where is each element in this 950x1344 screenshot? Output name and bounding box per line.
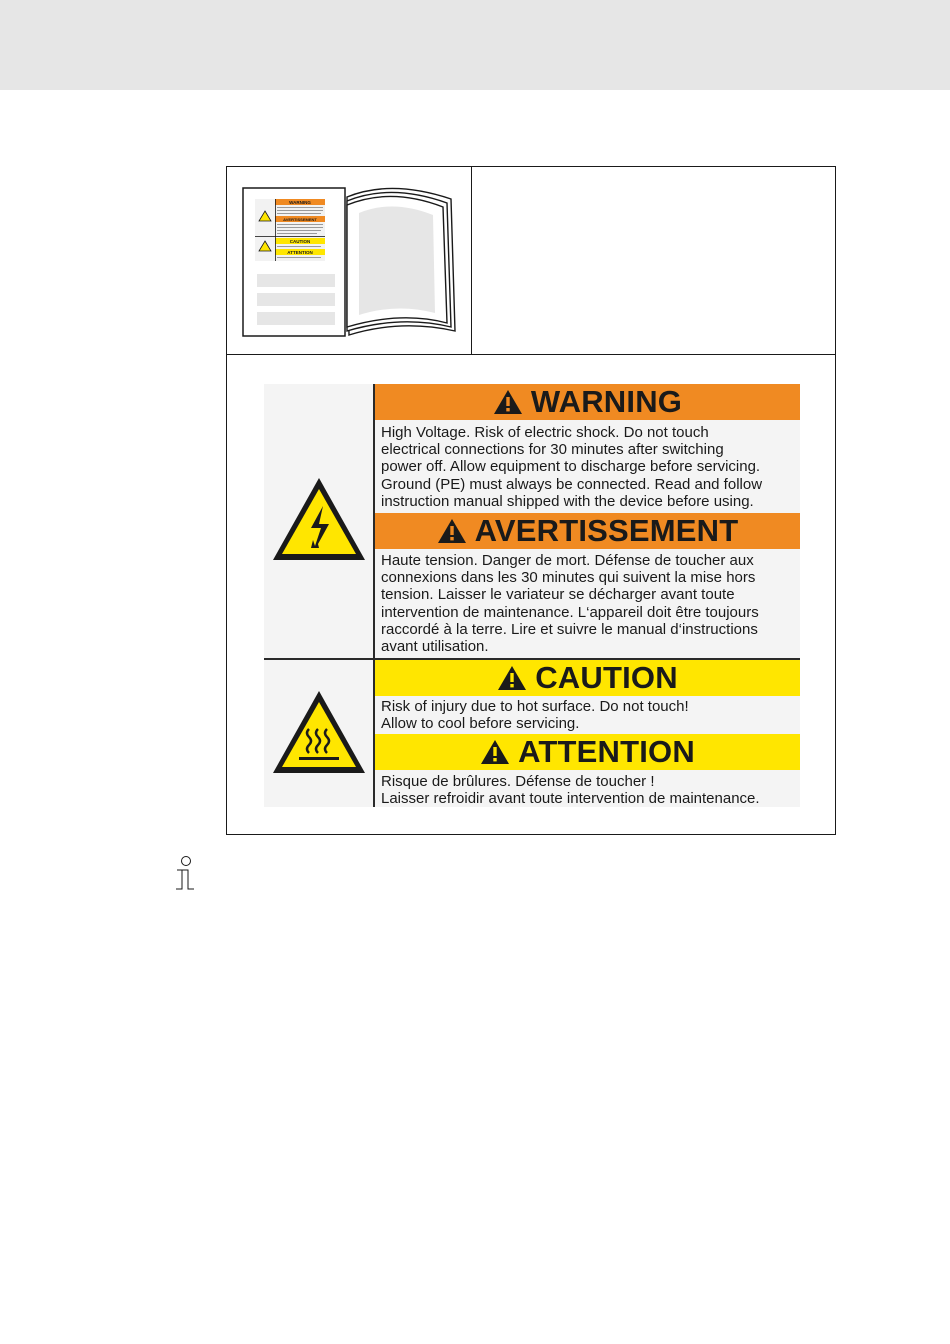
attention-text: Risque de brûlures. Défense de toucher ! Laisser refroidir avant toute intervention de maintenance.: [381, 773, 760, 808]
warning-header: [375, 384, 800, 420]
empty-text-cell: [472, 167, 835, 354]
avertissement-header: [375, 513, 800, 549]
book-manual-icon: [241, 185, 457, 337]
caution-triangle-icon: [497, 665, 527, 691]
warning-title: WARNING: [530, 384, 683, 419]
caution-text: Risk of injury due to hot surface. Do not touch! Allow to cool before servicing.: [381, 698, 689, 733]
high-voltage-icon: [271, 476, 367, 562]
hot-surface-icon: [271, 689, 367, 775]
table-row-top: [227, 167, 835, 355]
manual-illustration-cell: [227, 167, 472, 354]
warning-label-table: [226, 166, 836, 835]
mini-label-warning: WARNING: [289, 200, 311, 205]
info-icon: [175, 855, 197, 893]
page-header-band: [0, 0, 950, 90]
mini-label-caution: CAUTION: [289, 239, 311, 244]
attention-triangle-icon: [480, 739, 510, 765]
attention-header: [375, 734, 800, 770]
mini-label-avertissement: AVERTISSEMENT: [283, 217, 317, 222]
caution-title: CAUTION: [535, 660, 678, 695]
avertissement-text: Haute tension. Danger de mort. Défense de toucher aux connexions dans les 30 minutes qui suivent la mise hors tension. Laisser le variateur se décharger avant toute intervention de maintenance. L‘appareil doit être toujours raccordé à la terre. Lire et suivre le manual d‘instructions avant utilisation.: [381, 552, 759, 656]
mini-label-attention: ATTENTION: [287, 250, 313, 255]
caution-header: [375, 660, 800, 696]
hot-surface-text-column: [375, 660, 800, 807]
symbol-column: [264, 384, 373, 807]
avertissement-triangle-icon: [437, 518, 467, 544]
attention-title: ATTENTION: [518, 734, 695, 769]
warning-triangle-icon: [493, 389, 523, 415]
electric-shock-text-column: [375, 384, 800, 658]
safety-label: [264, 384, 800, 807]
warning-text: High Voltage. Risk of electric shock. Do not touch electrical connections for 30 minutes after switching power off. Allow equipment to discharge before servicing. Ground (PE) must always be connected. Read and follow instruction manual shipped with the device before using.: [381, 424, 763, 510]
avertissement-title: AVERTISSEMENT: [474, 513, 739, 548]
